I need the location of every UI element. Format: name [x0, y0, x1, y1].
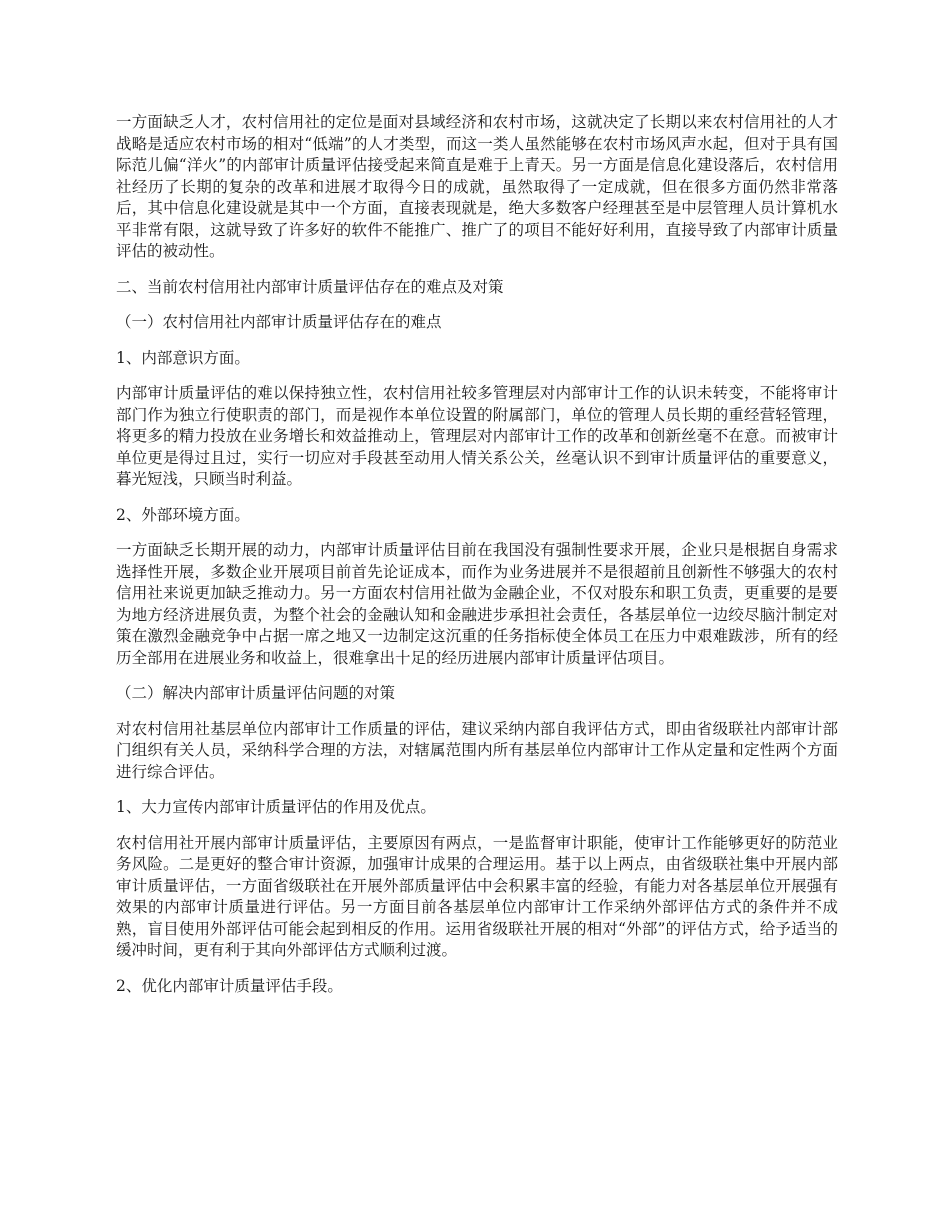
- item-heading: 1、大力宣传内部审计质量评估的作用及优点。: [116, 798, 436, 816]
- paragraph: 对农村信用社基层单位内部审计工作质量的评估，建议采纳内部自我评估方式，即由省级联社内部审计部门组织有关人员，采纳科学合理的方法，对辖属范围内所有基层单位内部审计工作从定量和定性两个方面进行综合评估。: [116, 719, 838, 781]
- item-heading: 1、内部意识方面。: [116, 348, 250, 367]
- document-body: [116, 112, 838, 1011]
- item-heading: 2、外部环境方面。: [116, 505, 250, 524]
- paragraph: 内部审计质量评估的难以保持独立性，农村信用社较多管理层对内部审计工作的认识未转变，不能将审计部门作为独立行使职责的部门，而是视作本单位设置的附属部门，单位的管理人员长期的重经营轻管理，将更多的精力投放在业务增长和效益推动上，管理层对内部审计工作的改革和创新丝毫不在意。而被审计单位更是得过且过，实行一切应对手段甚至动用人情关系公关，丝毫认识不到审计质量评估的重要意义，暮光短浅，只顾当时利益。: [116, 384, 838, 488]
- subsection-heading: （二）解决内部审计质量评估问题的对策: [116, 684, 396, 702]
- subsection-heading: （一）农村信用社内部审计质量评估存在的难点: [116, 313, 442, 331]
- paragraph: 农村信用社开展内部审计质量评估，主要原因有两点，一是监督审计职能，使审计工作能够更好的防范业务风险。二是更好的整合审计资源，加强审计成果的合理运用。基于以上两点，由省级联社集中开展内部审计质量评估，一方面省级联社在开展外部质量评估中会积累丰富的经验，有能力对各基层单位开展强有效果的内部审计质量进行评估。另一方面目前各基层单位内部审计工作采纳外部评估方式的条件并不成熟，盲目使用外部评估可能会起到相反的作用。运用省级联社开展的相对“外部”的评估方式，给予适当的缓冲时间，更有利于其向外部评估方式顺利过渡。: [116, 833, 838, 959]
- section-heading: 二、当前农村信用社内部审计质量评估存在的难点及对策: [116, 277, 504, 296]
- item-heading: 2、优化内部审计质量评估手段。: [116, 976, 343, 995]
- paragraph: 一方面缺乏人才，农村信用社的定位是面对县域经济和农村市场，这就决定了长期以来农村信用社的人才战略是适应农村市场的相对“低端”的人才类型，而这一类人虽然能够在农村市场风声水起，但对于具有国际范儿偏“洋火”的内部审计质量评估接受起来简直是难于上青天。另一方面是信息化建设落后，农村信用社经历了长期的复杂的改革和进展才取得今日的成就，虽然取得了一定成就，但在很多方面仍然非常落后，其中信息化建设就是其中一个方面，直接表现就是，绝大多数客户经理甚至是中层管理人员计算机水平非常有限，这就导致了许多好的软件不能推广、推广了的项目不能好好利用，直接导致了内部审计质量评估的被动性。: [116, 113, 838, 260]
- paragraph: 一方面缺乏长期开展的动力，内部审计质量评估目前在我国没有强制性要求开展，企业只是根据自身需求选择性开展，多数企业开展项目前首先论证成本，而作为业务进展并不是很超前且创新性不够强大的农村信用社来说更加缺乏推动力。另一方面农村信用社做为金融企业，不仅对股东和职工负责，更重要的是要为地方经济进展负责，为整个社会的金融认知和金融进步承担社会责任，各基层单位一边绞尽脑汁制定对策在激烈金融竞争中占据一席之地又一边制定这沉重的任务指标使全体员工在压力中艰难跋涉，所有的经历全部用在进展业务和收益上，很难拿出十足的经历进展内部审计质量评估项目。: [116, 541, 838, 667]
